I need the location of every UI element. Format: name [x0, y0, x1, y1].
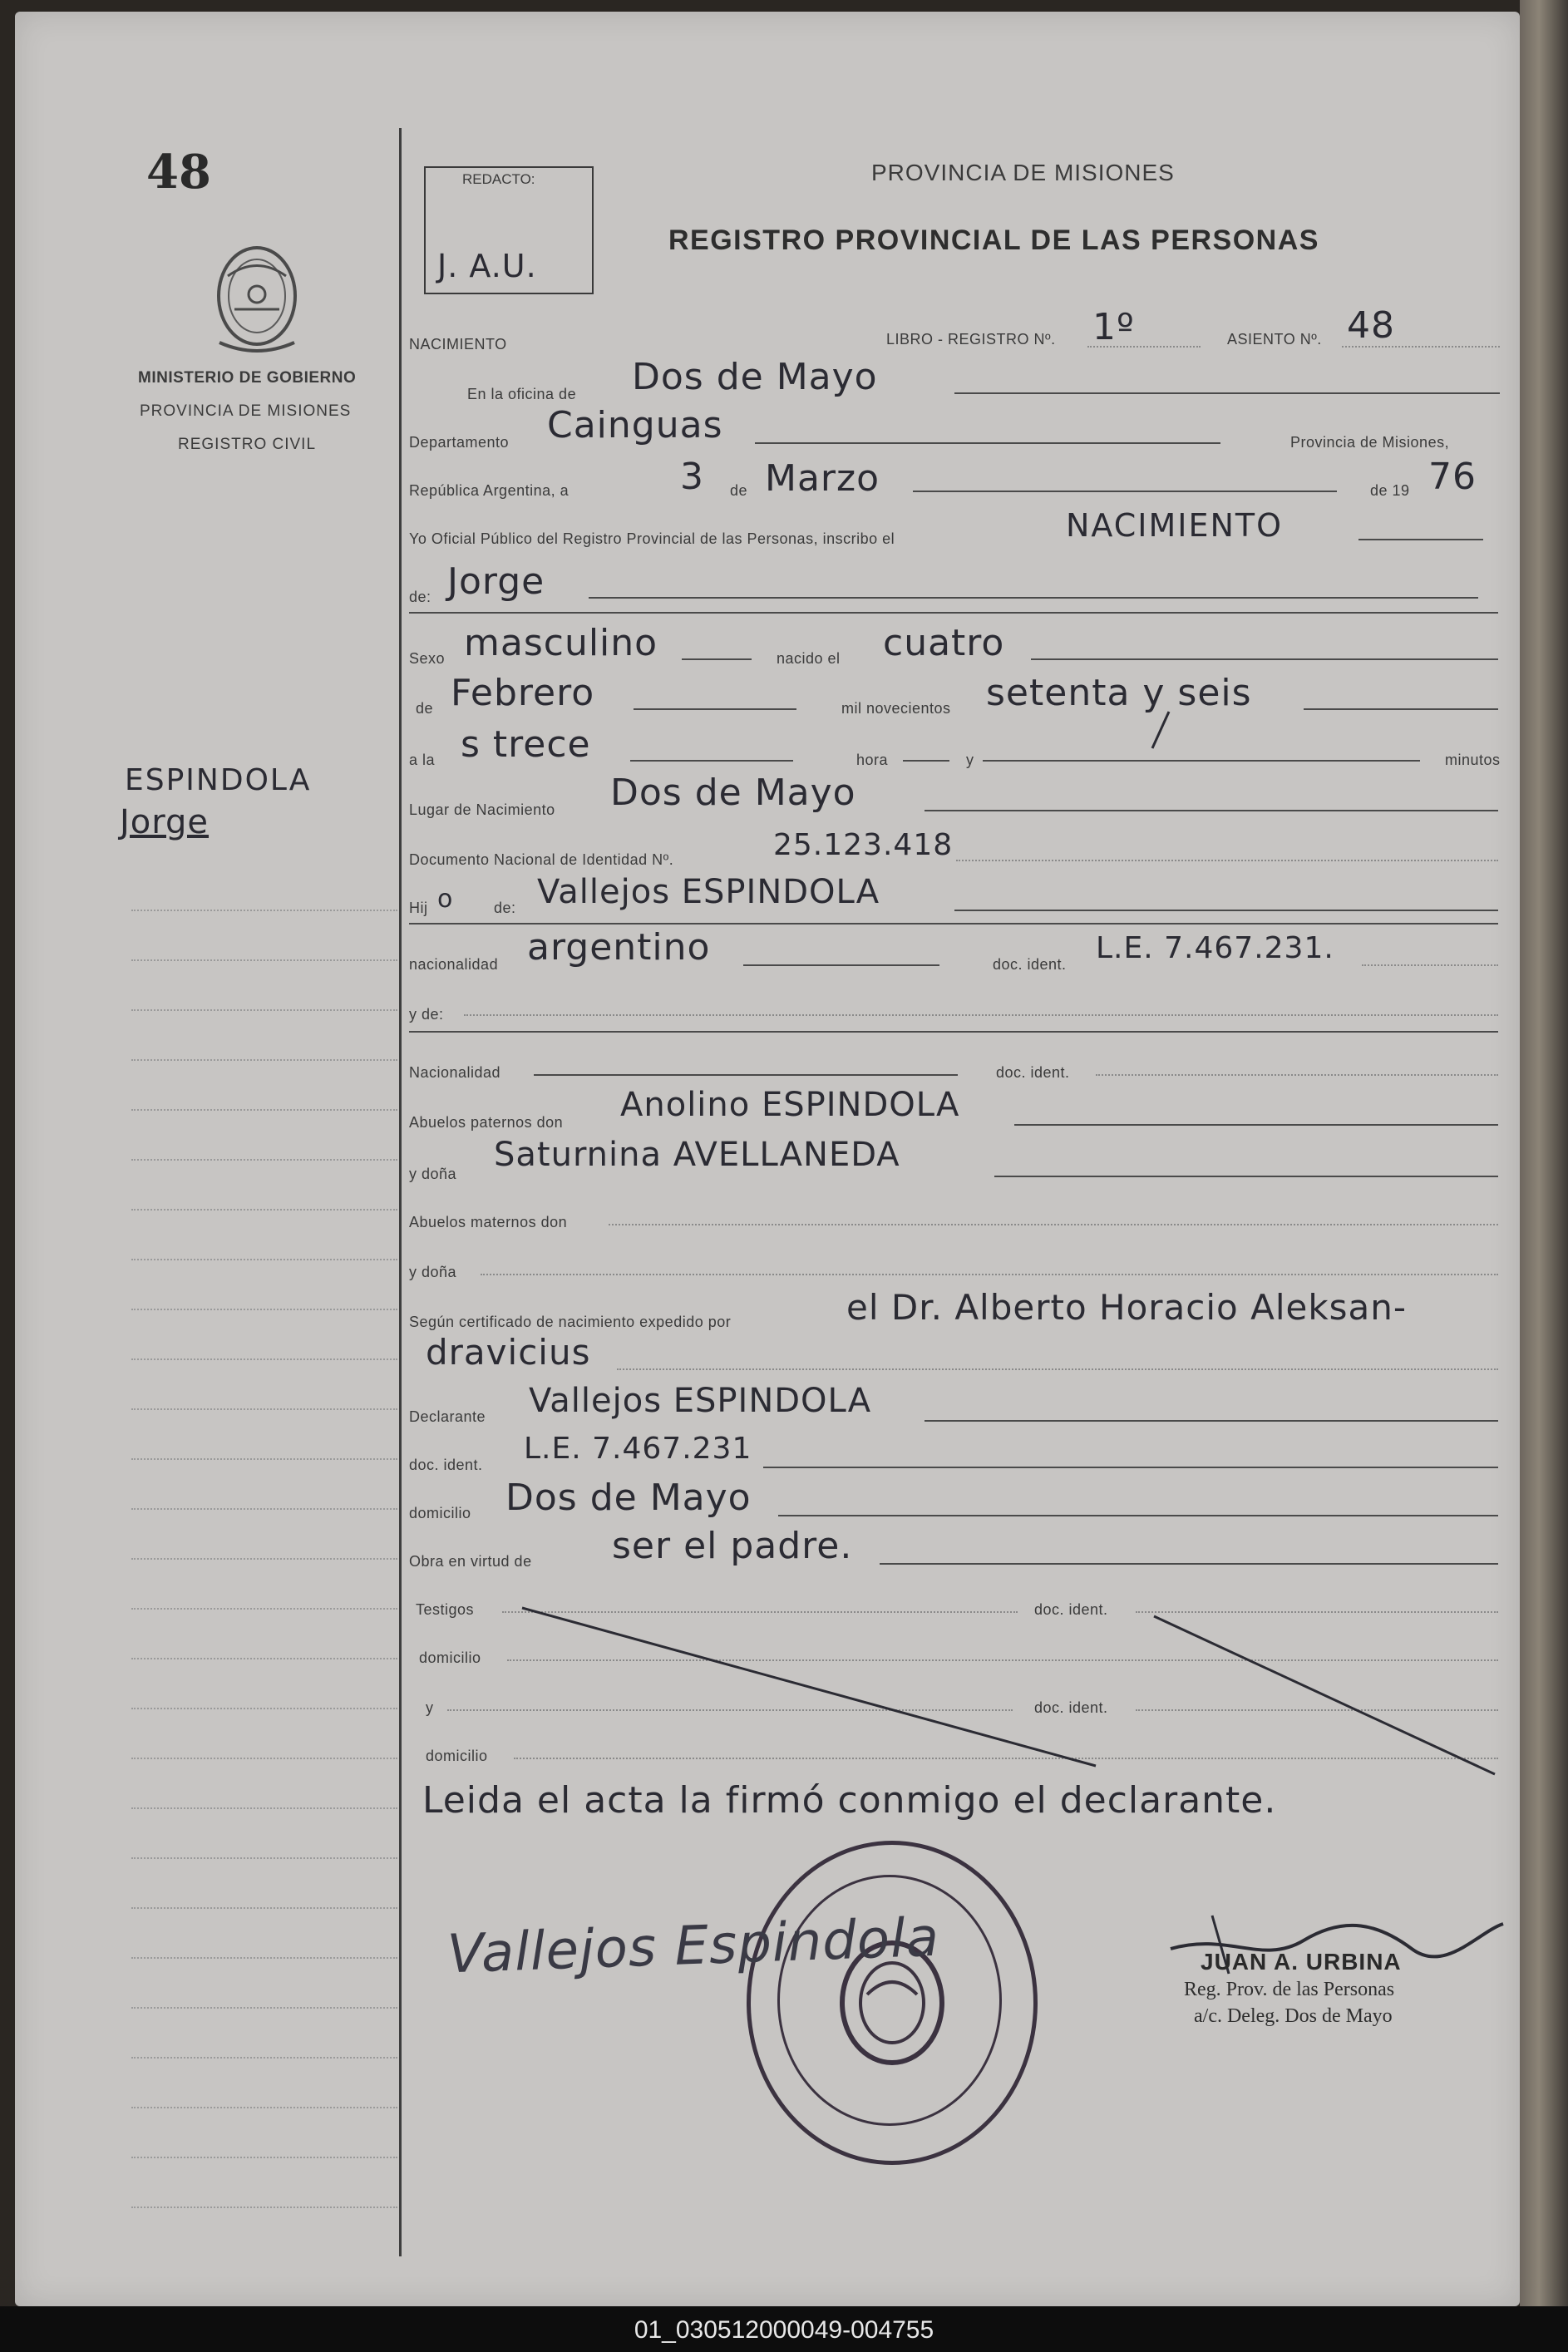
lugar-label: Lugar de Nacimiento: [409, 801, 555, 818]
nombre-underline: [409, 612, 1498, 614]
hijo-de-label: de:: [494, 900, 516, 916]
minutos-label: minutos: [1445, 752, 1501, 768]
y-label: y: [966, 752, 974, 768]
declarante-value: Vallejos ESPINDOLA: [529, 1382, 872, 1420]
doc-ident2-label: doc. ident.: [996, 1064, 1070, 1081]
decl-doc-label: doc. ident.: [409, 1457, 483, 1473]
nacionalidad-label: nacionalidad: [409, 956, 499, 973]
nacionalidad-value: argentino: [527, 926, 711, 969]
hijo-label: Hij: [409, 900, 428, 916]
nacido-line: [1031, 658, 1498, 660]
nombre-label: de:: [409, 589, 431, 605]
anio-label: de 19: [1370, 482, 1410, 499]
anio-nac-line: [1304, 708, 1498, 710]
anio-nac-value: setenta y seis: [986, 672, 1252, 714]
redacto-label: REDACTO:: [462, 171, 535, 187]
lugar-value: Dos de Mayo: [610, 772, 856, 814]
test-y-label: y: [426, 1699, 434, 1716]
padre-value: Vallejos ESPINDOLA: [537, 873, 880, 911]
abuela-pat-line: [994, 1176, 1498, 1177]
departamento-label: Departamento: [409, 434, 510, 451]
redacto-box: [424, 166, 594, 294]
redacto-value: J. A.U.: [437, 248, 537, 284]
coat-of-arms-icon: [203, 226, 311, 359]
asiento-line: [1342, 346, 1500, 348]
a-la-label: a la: [409, 752, 436, 768]
header-title: REGISTRO PROVINCIAL DE LAS PERSONAS: [668, 224, 1319, 256]
sexo-line: [682, 658, 752, 660]
madre-doc-line: [1096, 1074, 1498, 1076]
madre-line: [464, 1014, 1498, 1016]
de-mes-label: de: [416, 700, 434, 717]
declarante-line: [925, 1420, 1498, 1422]
mes-value: Marzo: [765, 457, 880, 500]
obra-value: ser el padre.: [612, 1525, 853, 1567]
republica-label: República Argentina, a: [409, 482, 570, 499]
mil-label: mil novecientos: [841, 700, 951, 717]
officer-name: JUAN A. URBINA: [1201, 1949, 1402, 1975]
footer-id: 01_030512000049-004755: [634, 2316, 934, 2344]
nacido-label: nacido el: [777, 650, 841, 667]
y-de-label: y de:: [409, 1006, 444, 1023]
obra-line: [880, 1563, 1498, 1565]
hora-value: s trece: [461, 723, 591, 766]
departamento-line: [755, 442, 1220, 444]
oficial-value: NACIMIENTO: [1066, 507, 1284, 544]
province-subtitle: PROVINCIA DE MISIONES: [140, 402, 352, 420]
asiento-label: ASIENTO Nº.: [1227, 331, 1322, 348]
y-dona-label: y doña: [409, 1166, 457, 1182]
page-number: 48: [146, 145, 211, 200]
doc-ident-label: doc. ident.: [993, 956, 1067, 973]
abuelo-pat-line: [1014, 1124, 1498, 1126]
sexo-value: masculino: [464, 622, 658, 664]
decl-doc-value: L.E. 7.467.231: [524, 1432, 752, 1466]
registry-seal: [747, 1841, 1038, 2165]
mes-nac-value: Febrero: [451, 672, 595, 714]
oficina-line: [954, 392, 1500, 394]
oficial-line: [1358, 539, 1483, 540]
header-province: PROVINCIA DE MISIONES: [871, 160, 1175, 185]
hora-line-2: [903, 760, 949, 762]
abuela-pat-value: Saturnina AVELLANEDA: [494, 1136, 900, 1174]
anio-value: 76: [1428, 456, 1477, 498]
nombre-value: Jorge: [447, 560, 545, 603]
document-page: [15, 12, 1520, 2306]
hora-label: hora: [856, 752, 889, 768]
test-doc-label: doc. ident.: [1034, 1601, 1108, 1618]
sexo-label: Sexo: [409, 650, 446, 667]
libro-line: [1087, 346, 1201, 348]
domicilio-value: Dos de Mayo: [505, 1477, 752, 1519]
y-dona2-label: y doña: [409, 1264, 457, 1280]
ministry-title: MINISTERIO DE GOBIERNO: [138, 369, 357, 387]
nacionalidad-line: [743, 964, 939, 966]
minutos-line: [983, 760, 1420, 762]
test-dom2-label: domicilio: [426, 1748, 488, 1764]
decl-doc-line: [763, 1467, 1498, 1468]
hijo-suffix: o: [437, 885, 454, 914]
nombre-line: [589, 597, 1478, 599]
testigos-label: Testigos: [416, 1601, 475, 1618]
nacionalidad2-line: [534, 1074, 958, 1076]
domicilio-line: [778, 1515, 1498, 1516]
declarante-label: Declarante: [409, 1408, 486, 1425]
padre-doc-value: L.E. 7.467.231.: [1096, 931, 1334, 965]
abuelos-pat-label: Abuelos paternos don: [409, 1114, 564, 1131]
dni-value: 25.123.418: [773, 828, 954, 862]
nacionalidad2-label: Nacionalidad: [409, 1064, 501, 1081]
libro-label: LIBRO - REGISTRO Nº.: [886, 331, 1056, 348]
obra-label: Obra en virtud de: [409, 1553, 532, 1570]
nacido-value: cuatro: [883, 622, 1005, 664]
padre-line: [954, 910, 1498, 911]
closing-text: Leida el acta la firmó conmigo el declarante.: [422, 1779, 1277, 1822]
certificado-label: Según certificado de nacimiento expedido por: [409, 1314, 732, 1330]
de-label: de: [730, 482, 748, 499]
record-type-label: NACIMIENTO: [409, 336, 507, 353]
column-divider: [399, 128, 402, 2256]
certificado-value2: dravicius: [426, 1332, 591, 1373]
abuelo-pat-value: Anolino ESPINDOLA: [620, 1086, 960, 1124]
lugar-line: [925, 810, 1498, 811]
oficina-value: Dos de Mayo: [632, 356, 878, 398]
libro-value: 1º: [1092, 306, 1135, 348]
officer-title-1: Reg. Prov. de las Personas: [1184, 1979, 1395, 2000]
departamento-value: Cainguas: [547, 404, 723, 446]
mes-line: [913, 491, 1337, 492]
registry-subtitle: REGISTRO CIVIL: [178, 436, 317, 453]
officer-title-2: a/c. Deleg. Dos de Mayo: [1194, 2005, 1393, 2027]
asiento-value: 48: [1347, 304, 1395, 347]
oficial-label: Yo Oficial Público del Registro Provincial de las Personas, inscribo el: [409, 530, 895, 547]
abuelo-mat-line: [609, 1224, 1498, 1225]
dia-value: 3: [680, 456, 704, 498]
domicilio-label: domicilio: [409, 1505, 471, 1521]
dni-line: [956, 860, 1498, 861]
footer-bar: [0, 2306, 1568, 2352]
cancel-strokes: [514, 1591, 1511, 1791]
abuela-mat-line: [481, 1274, 1498, 1275]
oficina-label: En la oficina de: [467, 386, 577, 402]
test-doc2-label: doc. ident.: [1034, 1699, 1108, 1716]
certificado-value: el Dr. Alberto Horacio Aleksan-: [846, 1287, 1408, 1328]
book-binding: [1520, 0, 1568, 2320]
certificado-line: [617, 1368, 1498, 1370]
margin-surname: ESPINDOLA: [125, 763, 312, 797]
provincia-label: Provincia de Misiones,: [1290, 434, 1450, 451]
declarante-signature: Vallejos Espindola: [446, 1906, 941, 1986]
margin-name: Jorge: [120, 803, 210, 841]
mark-stroke: [1144, 710, 1177, 752]
padre-underline: [409, 923, 1498, 925]
seal-emblem-icon: [751, 1845, 1033, 2161]
hora-line: [630, 760, 793, 762]
dni-label: Documento Nacional de Identidad Nº.: [409, 851, 674, 868]
mes-nac-line: [634, 708, 796, 710]
abuelos-mat-label: Abuelos maternos don: [409, 1214, 568, 1230]
test-dom-label: domicilio: [419, 1649, 481, 1666]
padre-doc-line: [1362, 964, 1498, 966]
madre-underline: [409, 1031, 1498, 1033]
